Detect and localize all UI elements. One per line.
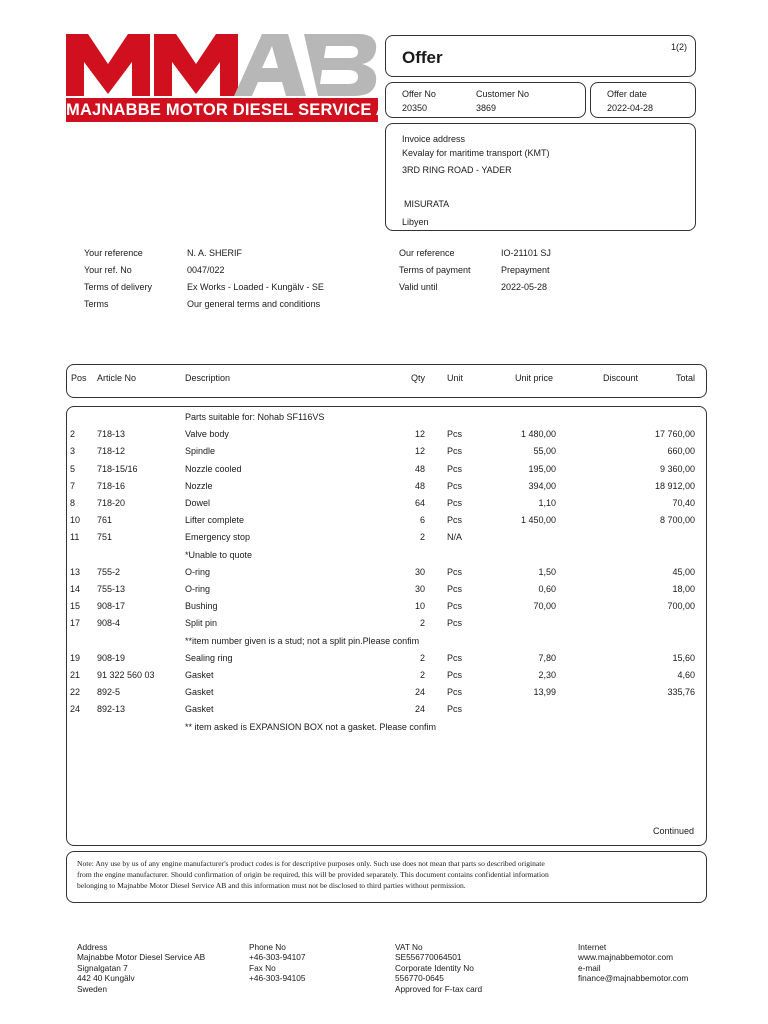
your-ref-no-label: Your ref. No [84, 265, 132, 275]
cell-pos: 7 [70, 480, 76, 491]
terms-value: Our general terms and conditions [187, 299, 321, 309]
cell-pos: 21 [70, 670, 81, 680]
cell-unit: Pcs [447, 463, 463, 474]
cell-description: Gasket [185, 704, 214, 715]
cell-unit: Pcs [447, 687, 463, 698]
cell-qty: 30 [414, 566, 425, 577]
cell-unit-price: 1 480,00 [520, 429, 556, 440]
footer-vat [395, 942, 482, 994]
footer-phone-value: +46-303-94107 [249, 952, 306, 963]
offer-no-label: Offer No [402, 89, 436, 99]
offer-date-value: 2022-04-28 [607, 103, 654, 113]
footer-fax-label: Fax No [249, 962, 276, 973]
cell-pos: 22 [70, 687, 81, 698]
footer-fax-value: +46-303-94105 [249, 973, 306, 984]
cell-qty: 12 [414, 446, 425, 457]
cell-description: Lifter complete [185, 515, 245, 526]
cell-article: 718-16 [97, 480, 126, 491]
cell-total: 70,40 [672, 498, 695, 508]
cell-qty: 64 [414, 498, 425, 508]
offer-title-box [385, 35, 696, 77]
cell-qty: 12 [414, 429, 425, 440]
footer-corp-value: 556770-0645 [395, 973, 444, 984]
table-row [0, 446, 768, 463]
cell-total: 18 912,00 [654, 480, 695, 491]
cell-qty: 30 [414, 584, 425, 594]
table-row [0, 687, 768, 704]
col-description-header: Description [185, 373, 231, 383]
table-row [0, 498, 768, 515]
cell-pos: 13 [70, 566, 81, 577]
cell-description: Sealing ring [185, 652, 233, 663]
col-qty-header: Qty [411, 373, 426, 383]
table-row [0, 584, 768, 601]
table-row [0, 618, 768, 635]
footer-internet [578, 942, 688, 984]
table-row [0, 515, 768, 532]
cell-unit: Pcs [447, 498, 463, 508]
cell-qty: 48 [414, 463, 425, 474]
cell-total: 45,00 [672, 566, 695, 577]
cell-total: 9 360,00 [659, 463, 695, 474]
cell-pos: 19 [70, 652, 81, 663]
cell-unit: Pcs [447, 618, 463, 629]
logo-letter-b [304, 34, 376, 96]
terms-of-delivery-value: Ex Works - Loaded - Kungälv - SE [187, 282, 324, 292]
cell-unit: Pcs [447, 446, 463, 457]
footer-address-line1: Majnabbe Motor Diesel Service AB [77, 952, 206, 963]
cell-unit: Pcs [447, 601, 463, 612]
company-name-band: MAJNABBE MOTOR DIESEL SERVICE AB [66, 98, 378, 122]
cell-pos: 24 [70, 704, 81, 715]
cell-description: Nozzle cooled [185, 463, 242, 474]
cell-description: Gasket [185, 670, 214, 680]
footer-vat-value: SE556770064501 [395, 952, 462, 963]
footer-corp-label: Corporate Identity No [395, 962, 474, 973]
cell-article: 892-5 [97, 687, 121, 698]
invoice-address-line4: Libyen [402, 217, 429, 227]
cell-description: *Unable to quote [185, 549, 253, 560]
cell-pos: 14 [70, 584, 81, 594]
table-row [0, 636, 768, 653]
cell-unit-price: 13,99 [533, 687, 556, 698]
valid-until-label: Valid until [399, 282, 438, 292]
footer-address [77, 942, 205, 994]
table-row [0, 429, 768, 446]
table-row [0, 481, 768, 498]
cell-qty: 2 [419, 532, 425, 543]
cell-description: Emergency stop [185, 532, 251, 543]
cell-description: Dowel [185, 498, 211, 508]
disclaimer-line3: belonging to Majnabbe Motor Diesel Service AB and this information must not be disclosed to third parties without permission. [77, 881, 466, 890]
col-unit-price-header: Unit price [515, 373, 554, 383]
col-total-header: Total [676, 373, 696, 383]
footer-internet-label: Internet [578, 942, 607, 952]
cell-total: 8 700,00 [659, 515, 695, 526]
customer-no-value: 3869 [476, 103, 497, 113]
cell-description: Spindle [185, 446, 216, 457]
table-row [0, 532, 768, 549]
cell-unit: Pcs [447, 704, 463, 715]
cell-qty: 48 [414, 480, 425, 491]
footer-address-line3: 442 40 Kungälv [77, 973, 135, 984]
cell-article: 751 [97, 532, 113, 543]
cell-description: Bushing [185, 601, 218, 612]
your-ref-no-value: 0047/022 [187, 265, 225, 275]
cell-unit-price: 394,00 [528, 480, 556, 491]
cell-article: 761 [97, 515, 113, 526]
cell-article: 908-19 [97, 652, 126, 663]
cell-qty: 6 [419, 515, 425, 526]
cell-pos: 2 [70, 429, 76, 440]
cell-unit: Pcs [447, 480, 463, 491]
logo-letters [66, 34, 378, 96]
cell-qty: 24 [414, 687, 425, 698]
cell-pos: 8 [70, 498, 76, 508]
cell-qty: 2 [419, 652, 425, 663]
table-row [0, 550, 768, 567]
cell-unit: Pcs [447, 670, 463, 680]
table-row [0, 670, 768, 687]
footer-phone [249, 942, 306, 984]
terms-of-payment-label: Terms of payment [399, 265, 471, 275]
logo-letter-m1 [66, 34, 150, 96]
your-reference-value: N. A. SHERIF [187, 248, 243, 258]
cell-unit: Pcs [447, 652, 463, 663]
cell-pos: 15 [70, 601, 81, 612]
valid-until-value: 2022-05-28 [501, 282, 548, 292]
cell-qty: 2 [419, 670, 425, 680]
cell-pos: 5 [70, 463, 76, 474]
cell-unit-price: 195,00 [528, 463, 556, 474]
terms-of-delivery-label: Terms of delivery [84, 282, 153, 292]
cell-qty: 2 [419, 618, 425, 629]
cell-article: 718-15/16 [97, 463, 138, 474]
footer-address-line4: Sweden [77, 983, 107, 994]
cell-description: Nozzle [185, 480, 213, 491]
offer-no-value: 20350 [402, 103, 428, 113]
cell-unit: Pcs [447, 515, 463, 526]
cell-unit: Pcs [447, 429, 463, 440]
terms-of-payment-value: Prepayment [501, 265, 550, 275]
cell-unit-price: 0,60 [538, 584, 556, 594]
cell-unit-price: 70,00 [533, 601, 556, 612]
col-article-header: Article No [97, 373, 137, 383]
table-row [0, 567, 768, 584]
cell-description: O-ring [185, 584, 211, 594]
cell-article: 908-17 [97, 601, 126, 612]
cell-description: O-ring [185, 566, 211, 577]
cell-description: ** item asked is EXPANSION BOX not a gasket. Please confim [185, 721, 436, 732]
cell-unit-price: 1 450,00 [520, 515, 556, 526]
cell-description: Split pin [185, 618, 218, 629]
cell-pos: 11 [70, 532, 80, 543]
cell-unit: Pcs [447, 566, 463, 577]
cell-unit-price: 2,30 [538, 670, 556, 680]
cell-pos: 3 [70, 446, 76, 457]
cell-article: 755-2 [97, 566, 121, 577]
cell-unit-price: 1,50 [538, 566, 556, 577]
footer-email-link[interactable]: finance@majnabbemotor.com [578, 973, 689, 984]
col-pos-header: Pos [71, 373, 87, 383]
offer-title: Offer [402, 48, 443, 67]
disclaimer-box [66, 851, 707, 903]
cell-article: 892-13 [97, 704, 126, 715]
cell-unit-price: 7,80 [538, 652, 556, 663]
invoice-address-label: Invoice address [402, 134, 466, 144]
cell-total: 4,60 [677, 670, 695, 680]
cell-description: Gasket [185, 687, 214, 698]
terms-label: Terms [84, 299, 109, 309]
our-reference-label: Our reference [399, 248, 455, 258]
footer-email-label: e-mail [578, 962, 601, 973]
invoice-address-line3: MISURATA [404, 199, 450, 209]
footer-ftax: Approved for F-tax card [395, 983, 483, 994]
cell-article: 718-20 [97, 498, 126, 508]
our-reference-value: IO-21101 SJ [501, 248, 551, 258]
disclaimer-line2: from the engine manufacturer. Should confirmation of origin be required, this will be provided separately. This document contains confidential information [77, 870, 549, 879]
cell-total: 335,76 [667, 687, 695, 698]
cell-total: 660,00 [667, 446, 695, 457]
footer-website-link[interactable]: www.majnabbemotor.com [578, 952, 673, 963]
disclaimer-line1: Note: Any use by us of any engine manufacturer's product codes is for descriptive purposes only. Such use does not mean that parts so described originate [77, 859, 545, 868]
cell-unit: N/A [447, 532, 463, 543]
your-reference-label: Your reference [84, 248, 143, 258]
cell-unit: Pcs [447, 584, 463, 594]
table-row [0, 412, 768, 429]
cell-article: 718-13 [97, 429, 126, 440]
col-discount-header: Discount [603, 373, 639, 383]
col-unit-header: Unit [447, 373, 464, 383]
invoice-address-line2: 3RD RING ROAD - YADER [402, 165, 512, 175]
table-row [0, 704, 768, 721]
invoice-address-line1: Kevalay for maritime transport (KMT) [402, 148, 550, 158]
footer-phone-label: Phone No [249, 942, 286, 952]
offer-number-box [385, 82, 586, 118]
cell-description: **item number given is a stud; not a split pin.Please confim [185, 635, 420, 646]
logo-letter-m2 [154, 34, 238, 96]
continued-text: Continued [653, 826, 695, 836]
table-row [0, 722, 768, 739]
cell-total: 15,60 [672, 652, 695, 663]
cell-unit-price: 1,10 [538, 498, 556, 508]
customer-no-label: Customer No [476, 89, 530, 99]
cell-article: 91 322 560 03 [97, 670, 155, 680]
cell-description: Parts suitable for: Nohab SF116VS [185, 412, 325, 422]
cell-qty: 10 [414, 601, 425, 612]
cell-pos: 17 [70, 618, 81, 629]
table-row [0, 464, 768, 481]
cell-total: 17 760,00 [654, 429, 695, 440]
footer-address-label: Address [77, 942, 108, 952]
offer-date-box [590, 82, 696, 118]
table-row [0, 601, 768, 618]
cell-total: 700,00 [667, 601, 695, 612]
footer-address-line2: Signalgatan 7 [77, 962, 128, 973]
cell-article: 755-13 [97, 584, 126, 594]
cell-pos: 10 [70, 515, 81, 526]
cell-description: Valve body [185, 429, 229, 440]
cell-total: 18,00 [672, 584, 695, 594]
company-logo [66, 34, 401, 122]
cell-article: 908-4 [97, 618, 121, 629]
table-row [0, 653, 768, 670]
table-header [66, 364, 707, 398]
cell-qty: 24 [414, 704, 425, 715]
page-number: 1(2) [670, 42, 687, 52]
cell-article: 718-12 [97, 446, 126, 457]
offer-date-label: Offer date [607, 89, 647, 99]
footer-vat-label: VAT No [395, 942, 423, 952]
cell-unit-price: 55,00 [533, 446, 556, 457]
invoice-address-box [385, 123, 696, 231]
